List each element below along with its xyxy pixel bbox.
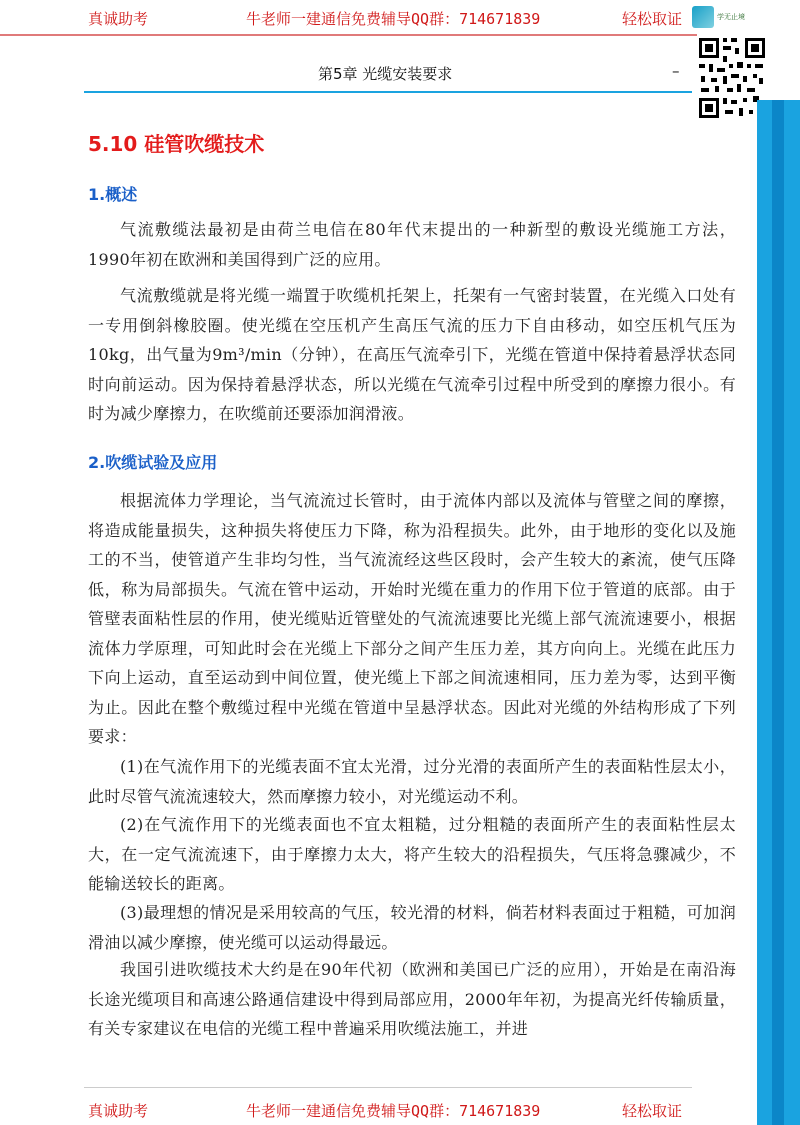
paragraph: 我国引进吹缆技术大约是在90年代初（欧洲和美国已广泛的应用），开始是在南沿海长途光缆项目和高速公路通信建设中得到局部应用，2000年年初，为提高光纤传输质量，有关专家建议在电信的光缆工程中普遍采用吹缆法施工，并进 bbox=[88, 960, 736, 1038]
side-stripe-inner bbox=[772, 100, 784, 1125]
banner-right-text: 轻松取证 bbox=[622, 1102, 683, 1120]
banner-middle-text: 牛老师一建通信免费辅导QQ群：714671839 bbox=[246, 10, 541, 28]
section-title: 5.10 硅管吹缆技术 bbox=[88, 132, 265, 156]
logo-text: 学无止境 bbox=[717, 12, 745, 21]
subsection-title-overview: 1.概述 bbox=[88, 185, 138, 204]
chapter-header: 第5章 光缆安装要求 bbox=[318, 65, 453, 83]
bottom-banner bbox=[0, 1098, 757, 1122]
paragraph: (2)在气流作用下的光缆表面也不宜太粗糙，过分粗糙的表面所产生的表面粘性层太大，在一定气流流速下，由于摩擦力太大，将产生较大的沿程损失，气压将急骤减少，不能输送较长的距离。 bbox=[88, 815, 736, 893]
banner-left-text: 真诚助考 bbox=[88, 1102, 149, 1120]
banner-middle-text: 牛老师一建通信免费辅导QQ群：714671839 bbox=[246, 1102, 541, 1120]
subsection-title-test-application: 2.吹缆试验及应用 bbox=[88, 453, 218, 472]
header-dash: – bbox=[672, 62, 680, 80]
top-divider bbox=[0, 34, 757, 36]
paragraph: 气流敷缆法最初是由荷兰电信在80年代末提出的一种新型的敷设光缆施工方法，1990年初在欧洲和美国得到广泛的应用。 bbox=[88, 220, 736, 269]
brand-logo bbox=[692, 4, 762, 30]
logo-mark-icon bbox=[692, 6, 714, 28]
paragraph: (1)在气流作用下的光缆表面不宜太光滑，过分光滑的表面所产生的表面粘性层太小，此时尽管气流流速较大，然而摩擦力较小，对光缆运动不利。 bbox=[88, 757, 736, 806]
paragraph: (3)最理想的情况是采用较高的气压，较光滑的材料，倘若材料表面过于粗糙，可加润滑油以减少摩擦，使光缆可以运动得最远。 bbox=[88, 903, 736, 952]
paragraph: 根据流体力学理论，当气流流过长管时，由于流体内部以及流体与管壁之间的摩擦，将造成能量损失，这种损失将使压力下降，称为沿程损失。此外，由于地形的变化以及施工的不当，使管道产生非均匀性，当气流流经这些区段时，会产生较大的紊流，使气压降低，称为局部损失。气流在管中运动，开始时光缆在重力的作用下位于管道的底部。由于管壁表面粘性层的作用，使光缆贴近管壁处的气流流速要比光缆上部气流流速要小，根据流体力学原理，可知此时会在光缆上下部分之间产生压力差，其方向向上。光缆在此压力下向上运动，直至运动到中间位置，使光缆上下部之间流速相同，压力差为零，达到平衡为止。因此在整个敷缆过程中光缆在管道中呈悬浮状态。因此对光缆的外结构形成了下列要求： bbox=[88, 491, 736, 746]
footer-divider bbox=[84, 1087, 692, 1088]
top-banner bbox=[0, 0, 700, 34]
header-divider bbox=[84, 91, 692, 93]
paragraph: 气流敷缆就是将光缆一端置于吹缆机托架上，托架有一气密封装置，在光缆入口处有一专用倒斜橡胶圈。使光缆在空压机产生高压气流的压力下自由移动，如空压机气压为10kg，出气量为9m³/min（分钟），在高压气流牵引下，光缆在管道中保持着悬浮状态同时向前运动。因为保持着悬浮状态，所以光缆在气流牵引过程中所受到的摩擦力很小。有时为减少摩擦力，在吹缆前还要添加润滑液。 bbox=[88, 286, 736, 423]
banner-left-text: 真诚助考 bbox=[88, 10, 149, 28]
banner-right-text: 轻松取证 bbox=[622, 10, 683, 28]
